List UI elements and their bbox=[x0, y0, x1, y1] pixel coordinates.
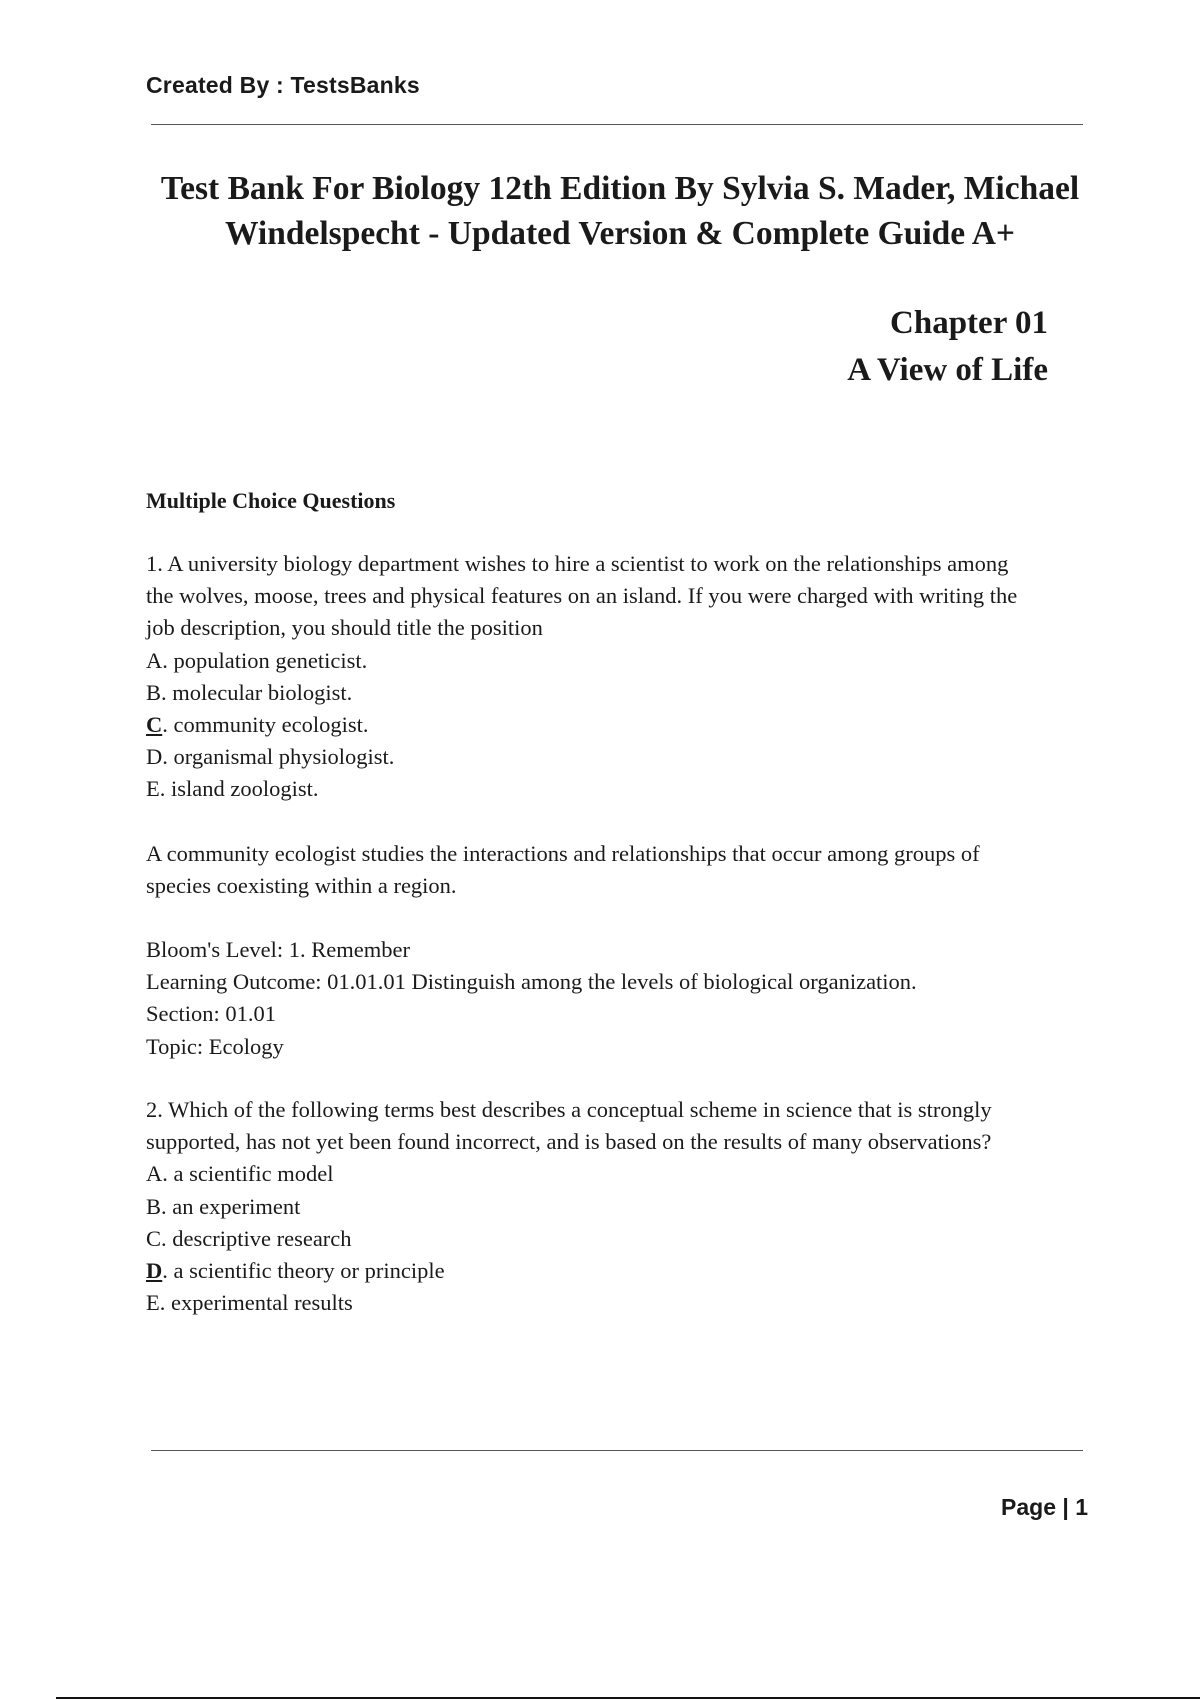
created-by-label: Created By : TestsBanks bbox=[146, 72, 420, 98]
header-divider bbox=[151, 124, 1083, 125]
choice-letter: B bbox=[146, 1193, 162, 1219]
explanation-line: species coexisting within a region. bbox=[146, 872, 457, 898]
choice-letter: A bbox=[146, 1161, 163, 1187]
choice-text: . a scientific model bbox=[162, 1161, 334, 1187]
page-edge-line bbox=[56, 1697, 1200, 1699]
blooms-level: Bloom's Level: 1. Remember bbox=[146, 937, 411, 963]
choice-letter: D bbox=[146, 744, 163, 770]
answer-choice-e bbox=[146, 1287, 1096, 1319]
choice-text: . descriptive research bbox=[161, 1225, 352, 1251]
choice-letter: C bbox=[146, 1225, 162, 1251]
chapter-heading bbox=[847, 300, 1048, 394]
choice-text: . community ecologist. bbox=[162, 712, 369, 738]
answer-choice-d-correct bbox=[146, 1255, 1096, 1287]
correct-choice-letter: D bbox=[146, 1258, 163, 1284]
question-stem-line: 1. A university biology department wishes to hire a scientist to work on the relationships among bbox=[146, 551, 1009, 576]
answer-choice-b bbox=[146, 1191, 1096, 1223]
answer-choice-b bbox=[146, 677, 1096, 709]
question-1 bbox=[146, 548, 1096, 1063]
choice-letter: E bbox=[146, 1290, 160, 1316]
choice-text: . molecular biologist. bbox=[161, 679, 353, 705]
document-title bbox=[140, 166, 1100, 256]
chapter-number: Chapter 01 bbox=[890, 305, 1048, 341]
explanation-line: A community ecologist studies the interactions and relationships that occur among groups of bbox=[146, 840, 980, 866]
choice-text: . population geneticist. bbox=[162, 647, 368, 673]
topic: Topic: Ecology bbox=[146, 1033, 284, 1059]
question-stem-line: job description, you should title the position bbox=[146, 615, 543, 641]
choice-text: . a scientific theory or principle bbox=[162, 1258, 445, 1284]
choice-letter: E bbox=[146, 776, 160, 802]
choice-text: . experimental results bbox=[159, 1290, 353, 1316]
footer-divider bbox=[151, 1450, 1083, 1451]
choice-letter: B bbox=[146, 679, 162, 705]
learning-outcome: Learning Outcome: 01.01.01 Distinguish among the levels of biological organization. bbox=[146, 969, 917, 995]
choice-text: . island zoologist. bbox=[159, 776, 319, 802]
question-stem-line: supported, has not yet been found incorrect, and is based on the results of many observations? bbox=[146, 1129, 992, 1155]
section-heading: Multiple Choice Questions bbox=[146, 488, 396, 513]
question-stem-line: the wolves, moose, trees and physical features on an island. If you were charged with writing the bbox=[146, 583, 1018, 609]
answer-choice-d bbox=[146, 741, 1096, 773]
page-number: Page | 1 bbox=[1001, 1494, 1088, 1520]
question-2 bbox=[146, 1094, 1096, 1319]
correct-choice-letter: C bbox=[146, 712, 163, 738]
answer-choice-c bbox=[146, 1223, 1096, 1255]
answer-choice-c-correct bbox=[146, 709, 1096, 741]
choice-text: . an experiment bbox=[161, 1193, 301, 1219]
choice-letter: A bbox=[146, 647, 163, 673]
document-title-line-1: Test Bank For Biology 12th Edition By Sylvia S. Mader, Michael bbox=[160, 170, 1080, 207]
document-title-line-2: Windelspecht - Updated Version & Complete Guide A+ bbox=[225, 215, 1015, 252]
chapter-name: A View of Life bbox=[847, 352, 1048, 388]
answer-choice-a bbox=[146, 1158, 1096, 1190]
answer-choice-a bbox=[146, 645, 1096, 677]
choice-text: . organismal physiologist. bbox=[162, 744, 395, 770]
section-reference: Section: 01.01 bbox=[146, 1001, 276, 1027]
question-stem-line: 2. Which of the following terms best describes a conceptual scheme in science that is strongly bbox=[146, 1097, 992, 1122]
answer-choice-e bbox=[146, 773, 1096, 805]
